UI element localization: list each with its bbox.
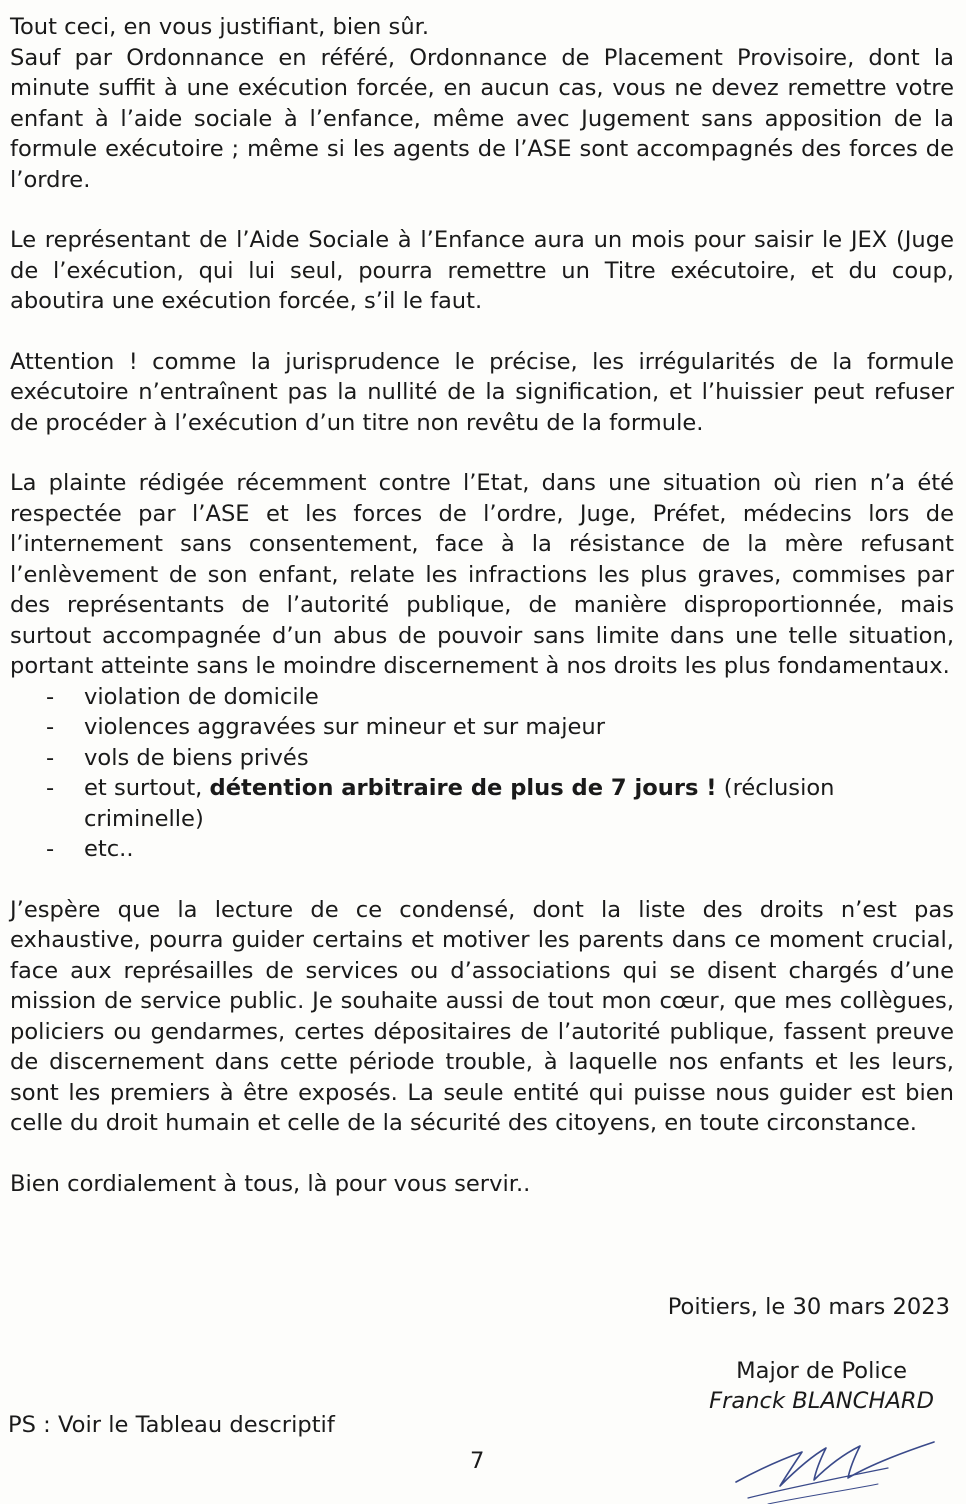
paragraph-attention: Attention ! comme la jurisprudence le précise, les irrégularités de la formule exécutoire n’entraînent pas la nullité de la signification, et l’huissier peut refuser de procéder à l’exécution d’un titre non revêtu de la formule. bbox=[10, 348, 954, 436]
list-item-text: violation de domicile bbox=[84, 683, 319, 710]
page-number: 7 bbox=[470, 1448, 485, 1474]
paragraph-conclusion: J’espère que la lecture de ce condensé, dont la liste des droits n’est pas exhaustive, pourra guider certains et motiver les parents dans ce moment crucial, face aux représailles de services ou d’associations qui se disent chargés d’une mission de service public. Je souhaite aussi de tout mon cœur, que mes collègues, policiers ou gendarmes, certes dépositaires de l’autorité publique, fassent preuve de discernement dans cette période trouble, à laquelle nos enfants et les leurs, sont les premiers à être exposés. La seule entité qui puisse nous guider est bien celle du droit humain et celle de la sécurité des citoyens, en toute circonstance. bbox=[10, 896, 954, 1136]
paragraph-plainte: La plainte rédigée récemment contre l’Etat, dans une situation où rien n’a été respectée par l’ASE et les forces de l’ordre, Juge, Préfet, médecins lors de l’internement sans consentement, face à la résistance de la mère refusant l’enlèvement de son enfant, relate les infractions les plus graves, commises par des représentants de l’autorité publique, de manière disproportionnée, mais surtout accompagnée d’un abus de pouvoir sans limite dans une telle situation, portant atteinte sans le moindre discernement à nos droits les plus fondamentaux. bbox=[10, 470, 954, 679]
signer-title: Major de Police bbox=[736, 1358, 907, 1384]
bullet-dash: - bbox=[46, 775, 55, 801]
list-item-text: violences aggravées sur mineur et sur majeur bbox=[84, 714, 606, 740]
list-item-text: et surtout, bbox=[84, 775, 210, 801]
list-item-text: etc.. bbox=[84, 836, 134, 862]
letter-body bbox=[10, 12, 954, 1199]
paragraph-salutation: Bien cordialement à tous, là pour vous servir.. bbox=[10, 1170, 531, 1197]
list-item bbox=[10, 712, 954, 743]
paragraph-jex: Le représentant de l’Aide Sociale à l’Enfance aura un mois pour saisir le JEX (Juge de l’exécution, qui lui seul, pourra remettre un Titre exécutoire, et du coup, aboutira une exécution forcée, s’il le faut. bbox=[10, 227, 954, 314]
emphasis-detention: détention arbitraire de plus de 7 jours ! bbox=[209, 775, 717, 801]
place-date: Poitiers, le 30 mars 2023 bbox=[667, 1294, 950, 1320]
infractions-list bbox=[10, 682, 954, 865]
bullet-dash: - bbox=[46, 744, 55, 771]
bullet-dash: - bbox=[46, 714, 55, 740]
paragraph-ordonnance: Sauf par Ordonnance en référé, Ordonnance de Placement Provisoire, dont la minute suffit à une exécution forcée, en aucun cas, vous ne devez remettre votre enfant à l’aide sociale à l’enfance, même avec Jugement sans apposition de la formule exécutoire ; même si les agents de l’ASE sont accompagnés des forces de l’ordre. bbox=[10, 44, 954, 193]
bullet-dash: - bbox=[46, 683, 55, 710]
list-item bbox=[10, 834, 954, 865]
bullet-dash: - bbox=[46, 836, 55, 862]
signer-name: Franck BLANCHARD bbox=[709, 1388, 934, 1414]
paragraph-justification: Tout ceci, en vous justifiant, bien sûr. bbox=[10, 14, 430, 40]
postscript: PS : Voir le Tableau descriptif bbox=[8, 1412, 335, 1438]
list-item bbox=[10, 743, 954, 774]
list-item-text: vols de biens privés bbox=[84, 744, 309, 771]
signer-block bbox=[709, 1356, 934, 1416]
list-item bbox=[10, 773, 954, 834]
list-item-tail: (réclusion criminelle) bbox=[84, 775, 835, 832]
list-item bbox=[10, 682, 954, 713]
handwritten-signature bbox=[728, 1420, 948, 1504]
